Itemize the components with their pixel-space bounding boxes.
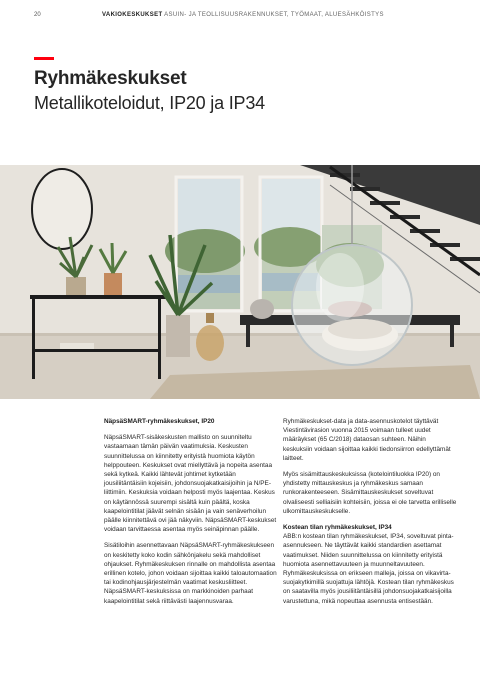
paragraph: ABB:n kostean tilan ryhmäkeskukset, IP34, soveltuvat pinta-asennukseen. Ne täyttävät kaikki standardien asettamat vaatimukset. Niiden suunnittelussa on kiinnitetty erityistä huomiota asennettavuuteen ja muunneltavuuteen. Ryhmäkeskuksissa on erikseen malleja, joissa on vikavirta-suojakytkimillä suojattuja lähtöjä. Kostean tilan ryhmäkeskus on saatavilla myös jousiliitäntäisillä johdonsuojakatkaisijoilla varustettuna, mikä nopeuttaa asennusta entisestään.: [283, 533, 454, 605]
section-heading-napsa: NäpsäSMART-ryhmäkeskukset, IP20: [104, 418, 215, 425]
running-header-subsection: ASUIN- JA TEOLLISUUSRAKENNUKSET, TYÖMAAT, ALUESÄHKÖISTYS: [164, 12, 384, 18]
title-accent-bar: [34, 57, 54, 60]
paragraph: Myös sisämittauskeskuksissa (kotelointiluokka IP20) on yhdistetty mittauskeskus ja ryhmäkeskus samaan runkorakenteeseen. Sisämittauskeskukset soveltuvat olvaliseesti selliaisiin kohteisiin, joissa ei ole tarvetta erilliselle ulkomittauskeskukselle.: [283, 471, 457, 515]
paragraph: Ryhmäkeskukset-data ja data-asennuskotelot täyttävät Viestintävirasion vuonna 2015 voimaan tulleet uudet määräykset (65 C/2018) dataosan suhteen. Näihin keskuksiin voidaan sijoittaa kaikki tiedonsiirron edellyttämät laitteet.: [283, 418, 451, 462]
page-number: 20: [34, 12, 41, 18]
page-subtitle: Metallikoteloidut, IP20 ja IP34: [34, 93, 265, 113]
running-header-section: VAKIOKESKUKSET: [102, 12, 163, 18]
running-header: [102, 12, 384, 18]
hero-photo: [0, 165, 480, 399]
paragraph: Sisätiloihin asennettavaan NäpsäSMART-ryhmäkeskukseen on keskitetty koko kodin sähkönjakelu sekä mahdolliset ohjaukset. Ryhmäkeskuksen rinnalle on mahdollista asentaa erillinen kotelo, johon voidaan sijoittaa kaikki taloautomaation tai kodinohjausjärjestelmän vaatimat keskusliitteet. NäpsäSMART-keskuksissa on markkinoiden parhaat kaapelointitilat sekä riittävästi laajennusvaraa.: [104, 542, 277, 605]
section-heading-kostean-tilan: Kostean tilan ryhmäkeskukset, IP34: [283, 524, 392, 532]
text-column-left: [104, 417, 278, 613]
page-title: Ryhmäkeskukset: [34, 68, 187, 89]
text-column-right: [283, 417, 457, 613]
paragraph: NäpsäSMART-sisäkeskusten mallisto on suunniteltu vastaamaan tämän päivän vaatimuksia. Keskusten suunnittelussa on kiinnitetty erityistä huomiota käytön helppouteen. Keskukset ovat miellyttävä ja nopeita asentaa sekä kytkeä. Kaikki lähtevät johtimet kytketään jousiliitäntäisiin kojeisiin, johdonsuojakatkaisijoihin ja N/PE-liittimiin. Keskuksia voidaan helposti myös laajentaa. Keskus on käytännössä suurempi sisältä kuin päältä, koska kaapelointitilat jäävät selnän sisään ja vain senäverhoilun päälle kiinnitettävä ovi jää näkyviin. NäpsäSMART-keskukset voidaan tarvittaessa asentaa myös seinäpinnan päälle.: [104, 434, 277, 534]
